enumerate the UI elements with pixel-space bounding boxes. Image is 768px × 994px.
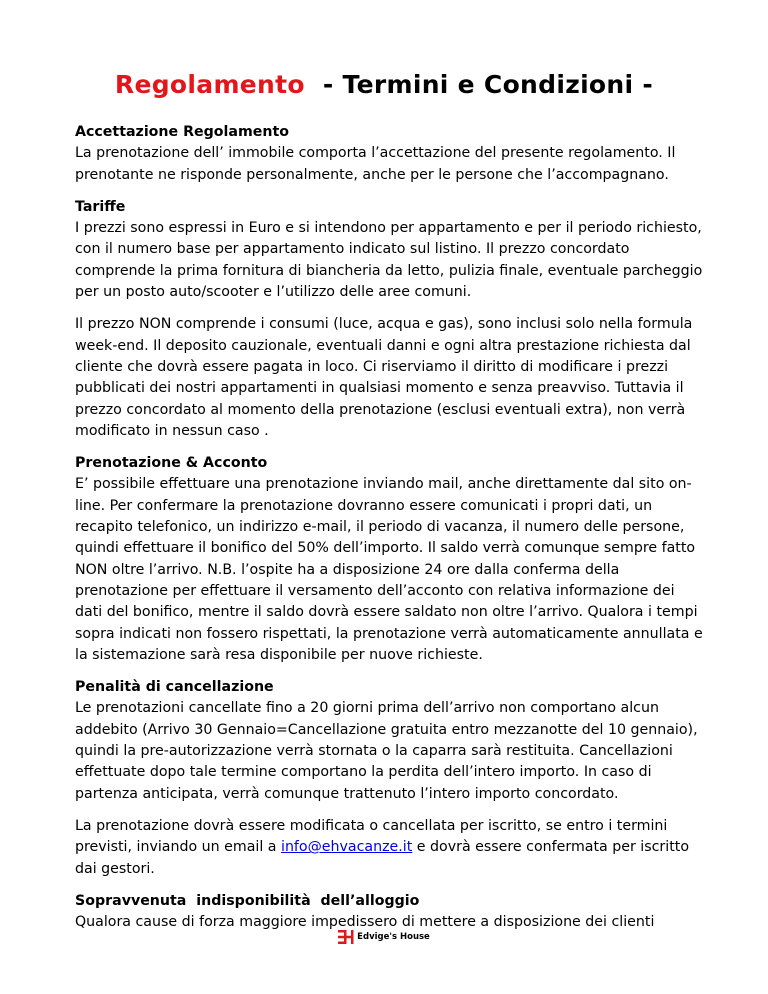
email-link[interactable]: info@ehvacanze.it xyxy=(281,839,413,856)
section-paragraph: Il prezzo NON comprende i consumi (luce, acqua e gas), sono inclusi solo nella formula week-end. Il deposito cauzionale, eventuali danni e ogni altra prestazione richiesta dal cliente che dovrà essere pagata in loco. Ci riserviamo il diritto di modificare i prezzi pubblicati dei nostri appartamenti in qualsiasi momento e senza preavviso. Tuttavia il prezzo concordato al momento della prenotazione (esclusi eventuali extra), non verrà modificato in nessun caso . xyxy=(75,316,693,439)
modification-paragraph xyxy=(75,816,703,880)
page-title xyxy=(0,70,768,99)
section-paragraph: La prenotazione dell’ immobile comporta l’accettazione del presente regolamento. Il prenotante ne risponde personalmente, anche per le persone che l’accompagnano. xyxy=(75,145,676,183)
section-cancellation xyxy=(75,677,703,805)
modification-text-before: La prenotazione dovrà essere modificata o cancellata per iscritto, se entro i termini previsti, inviando un email a xyxy=(75,817,668,856)
modification-note xyxy=(75,816,703,880)
section-unavailability xyxy=(75,891,703,934)
section-heading: Sopravvenuta indisponibilità dell’alloggio xyxy=(75,892,420,909)
title-black: - Termini e Condizioni - xyxy=(304,70,654,99)
section-booking xyxy=(75,453,703,666)
document-body xyxy=(75,122,703,944)
modification-text-after: e dovrà essere confermata per iscritto dai gestori. xyxy=(75,839,690,877)
footer-brand: Edvige's House xyxy=(357,932,430,942)
section-paragraph: I prezzi sono espressi in Euro e si intendono per appartamento e per il periodo richiesto, con il numero base per appartamento indicato sul listino. Il prezzo concordato comprende la prima fornitura di biancheria da letto, pulizia finale, eventuale parcheggio per un posto auto/scooter e l’utilizzo delle aree comuni. xyxy=(75,220,703,301)
section-paragraph: Qualora cause di forza maggiore impedissero di mettere a disposizione dei clienti xyxy=(75,914,655,931)
brand-logo-icon xyxy=(338,930,354,944)
section-heading: Prenotazione & Acconto xyxy=(75,455,268,472)
section-paragraph: Le prenotazioni cancellate fino a 20 giorni prima dell’arrivo non comportano alcun addebito (Arrivo 30 Gennaio=Cancellazione gratuita entro mezzanotte del 10 gennaio), quindi la pre-autorizzazione verrà stornata o la caparra sarà restituita. Cancellazioni effettuate dopo tale termine comportano la perdita dell’intero importo. In caso di partenza anticipata, verrà comunque trattenuto l’intero importo concordato. xyxy=(75,700,698,802)
footer xyxy=(0,930,768,944)
section-heading: Penalità di cancellazione xyxy=(75,679,274,696)
title-red: Regolamento xyxy=(114,70,305,99)
section-rates-continued xyxy=(75,314,703,442)
section-paragraph: E’ possibile effettuare una prenotazione inviando mail, anche direttamente dal sito on-line. Per confermare la prenotazione dovranno essere comunicati i propri dati, un recapito telefonico, un indirizzo e-mail, il periodo di vacanza, il numero delle persone, quindi effettuare il bonifico del 50% dell’importo. Il saldo verrà comunque sempre fatto NON oltre l’arrivo. N.B. l’ospite ha a disposizione 24 ore dalla conferma della prenotazione per effettuare il versamento dell’acconto con relativa informazione dei dati del bonifico, mentre il saldo dovrà essere saldato non oltre l’arrivo. Qualora i tempi sopra indicati non fossero rispettati, la prenotazione verrà automaticamente annullata e la sistemazione sarà resa disponibile per nuove richieste. xyxy=(75,476,703,663)
section-heading: Accettazione Regolamento xyxy=(75,124,290,140)
section-acceptance xyxy=(75,122,703,186)
section-rates xyxy=(75,197,703,303)
section-heading: Tariffe xyxy=(75,198,126,215)
